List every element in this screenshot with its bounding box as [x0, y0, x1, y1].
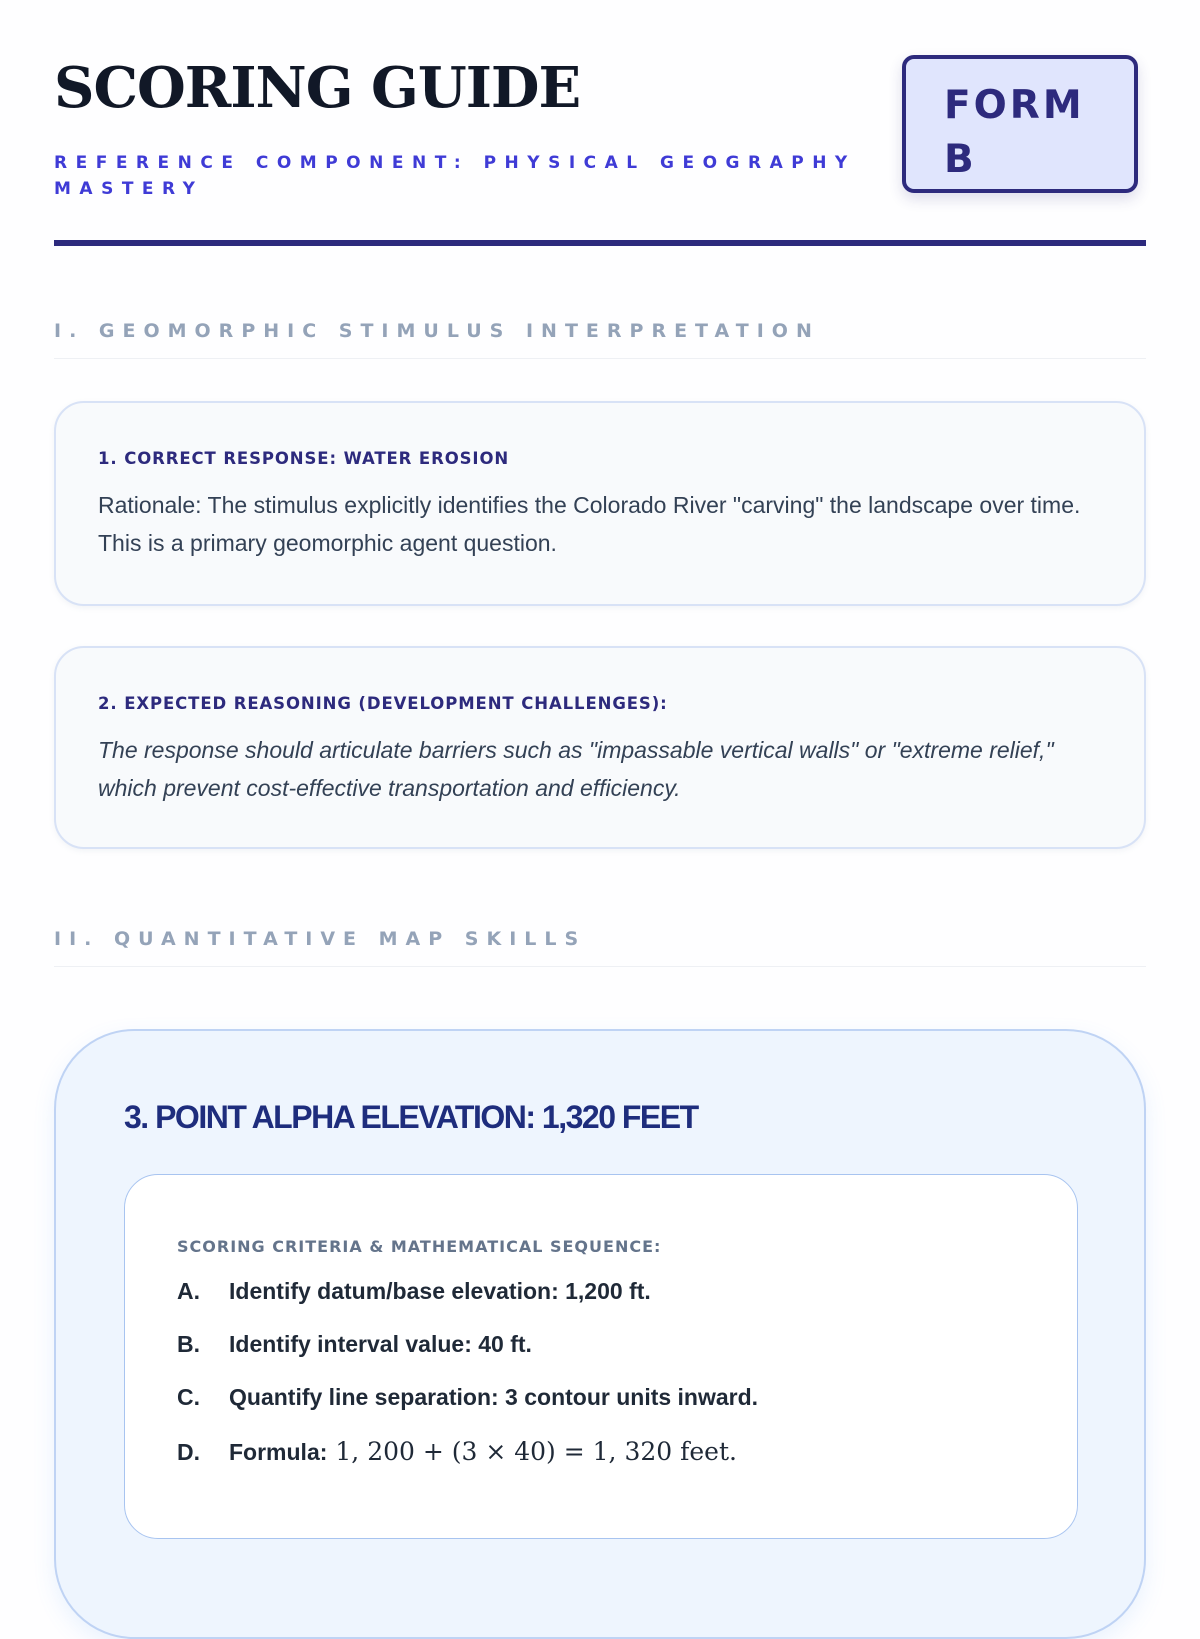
criteria-title: SCORING CRITERIA & MATHEMATICAL SEQUENCE: [177, 1237, 662, 1256]
criteria-steps [177, 1278, 1025, 1490]
criteria-step [177, 1437, 1025, 1490]
criteria-step [177, 1384, 1025, 1437]
scoring-guide-page [54, 0, 1146, 1466]
step-text: Identify datum/base elevation: 1,200 ft. [229, 1278, 651, 1304]
scoring-criteria-box [124, 1174, 1078, 1539]
card-label: 2. EXPECTED REASONING (DEVELOPMENT CHALLENGES): [98, 694, 668, 713]
step-letter: D. [177, 1439, 200, 1465]
step-letter: A. [177, 1278, 200, 1304]
response-card-1 [54, 401, 1146, 606]
section-heading-geomorphic: I. GEOMORPHIC STIMULUS INTERPRETATION [54, 320, 1146, 359]
step-text: Formula: [229, 1439, 328, 1465]
page-subtitle: REFERENCE COMPONENT: PHYSICAL GEOGRAPHY MASTERY [54, 153, 856, 199]
step-text: Quantify line separation: 3 contour units inward. [229, 1384, 759, 1410]
criteria-step [177, 1331, 1025, 1384]
step-text: Identify interval value: 40 ft. [229, 1331, 532, 1357]
document-header [54, 0, 1146, 250]
card-label: 1. CORRECT RESPONSE: WATER EROSION [98, 449, 510, 468]
section-heading-quantitative: II. QUANTITATIVE MAP SKILLS [54, 928, 1146, 967]
page-title: SCORING GUIDE [54, 55, 581, 121]
step-letter: C. [177, 1384, 200, 1410]
form-badge: FORM B [902, 55, 1138, 193]
header-divider [54, 240, 1146, 246]
response-card-2 [54, 646, 1146, 849]
elevation-card-title: 3. POINT ALPHA ELEVATION: 1,320 FEET [124, 1099, 698, 1135]
formula-math: 1, 200 + (3 × 40) = 1, 320 feet. [335, 1437, 737, 1466]
card-body: The response should articulate barriers such as "impassable vertical walls" or "extreme relief," which prevent cost-effective transportation and efficiency. [98, 737, 1054, 801]
step-letter: B. [177, 1331, 200, 1357]
elevation-card [54, 1029, 1146, 1639]
criteria-step [177, 1278, 1025, 1331]
card-body: Rationale: The stimulus explicitly identifies the Colorado River "carving" the landscape over time. This is a primary geomorphic agent question. [98, 492, 1081, 556]
